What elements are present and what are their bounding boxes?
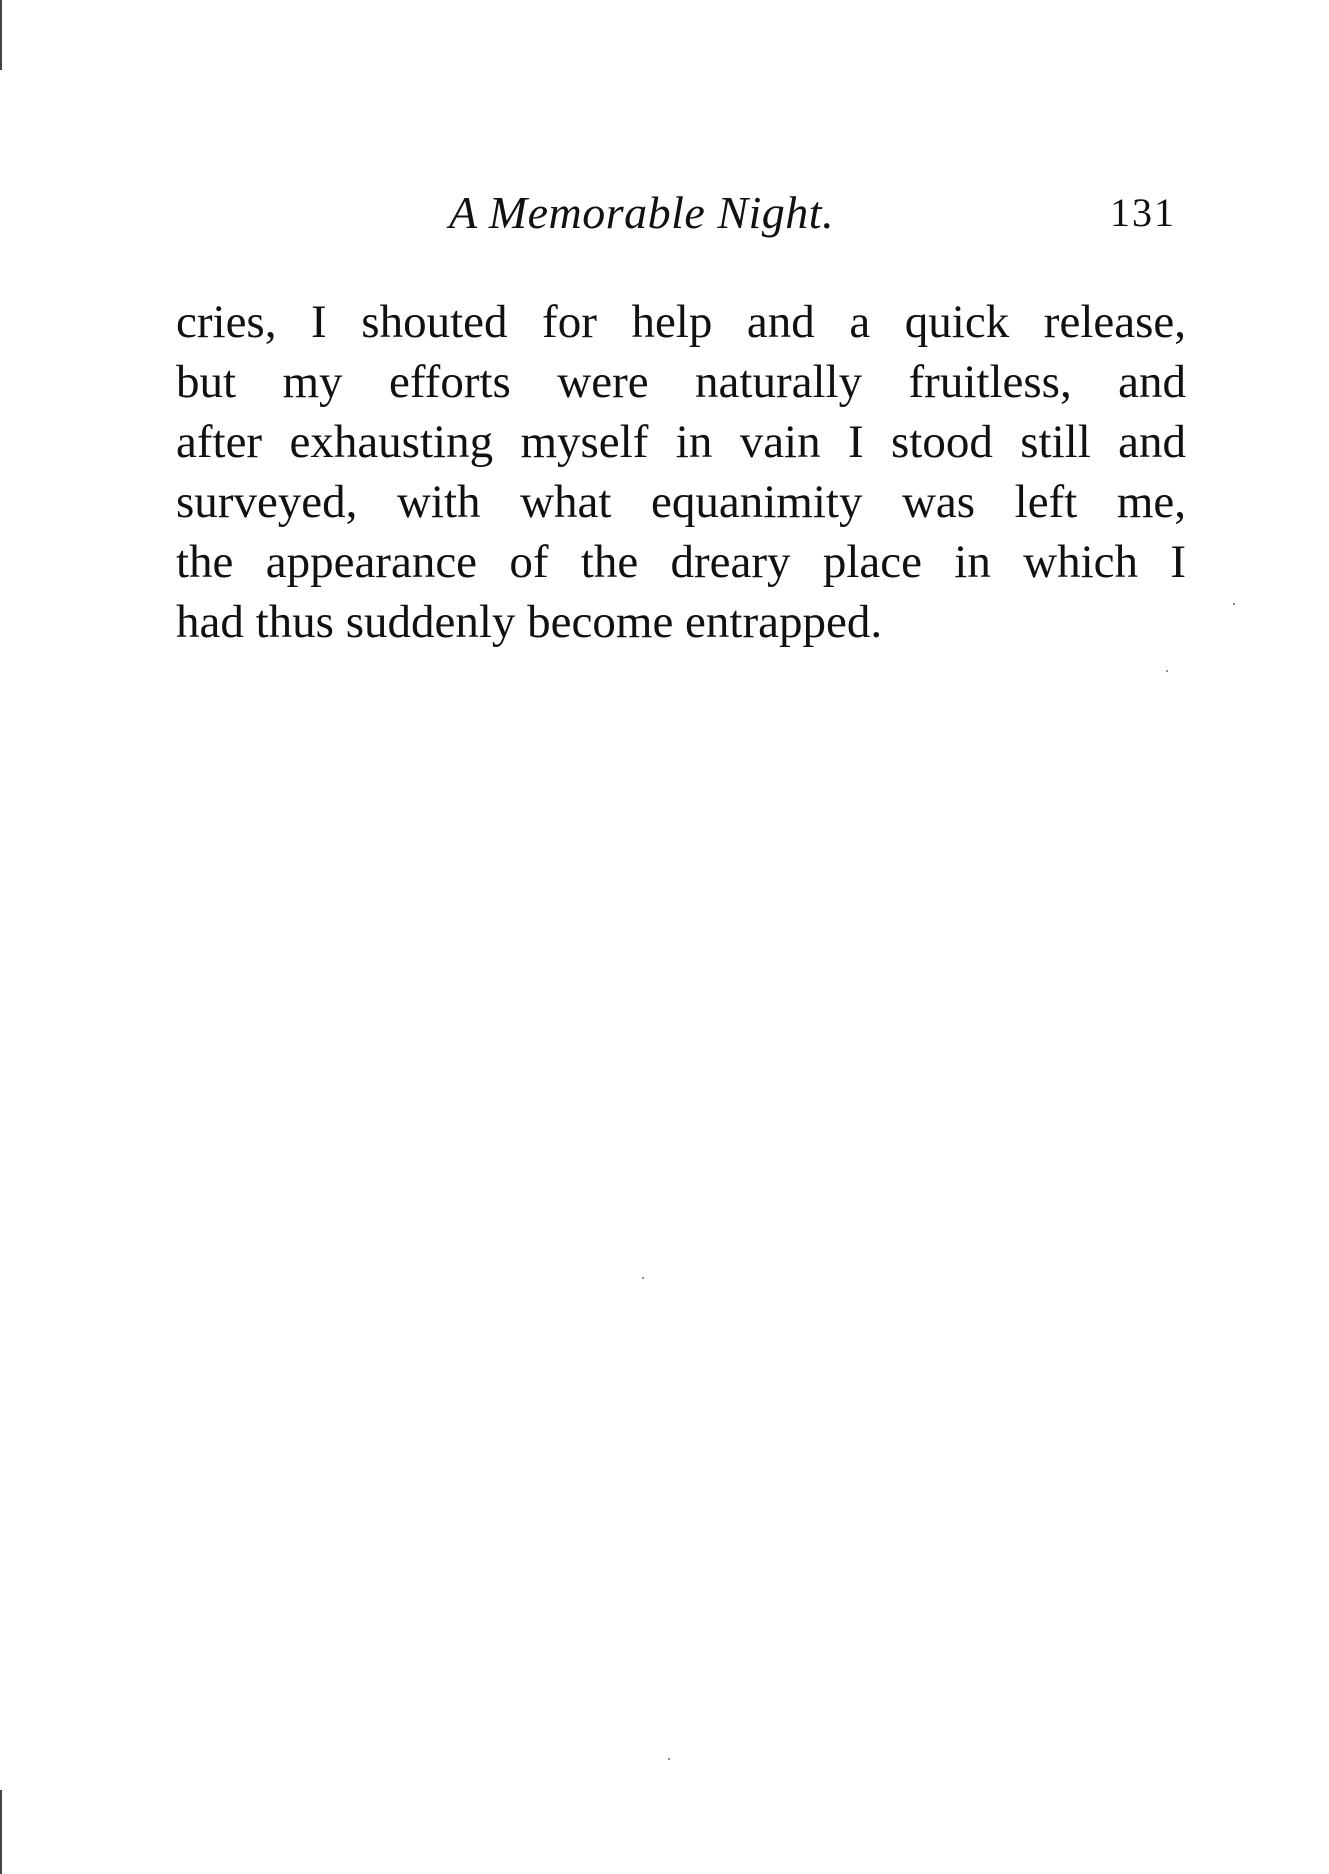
paper-speck (642, 1277, 644, 1279)
text-line: after exhausting myself in vain I stood still and (176, 416, 1186, 468)
scan-edge-mark-top (0, 0, 2, 70)
page-number: 131 (1110, 190, 1176, 235)
text-line: the appearance of the dreary place in which I (176, 536, 1186, 588)
text-line: had thus suddenly become entrapped. (176, 596, 883, 648)
paper-speck (668, 1758, 670, 1760)
text-line: surveyed, with what equanimity was left me, (176, 476, 1186, 528)
running-title: A Memorable Night. (449, 187, 835, 238)
running-head (176, 185, 1186, 245)
paper-speck (1166, 670, 1168, 672)
text-line: cries, I shouted for help and a quick release, (176, 296, 1186, 348)
text-line: but my efforts were naturally fruitless, and (176, 356, 1186, 408)
scan-edge-mark-bottom (0, 1790, 2, 1874)
paper-speck (1233, 603, 1235, 605)
body-paragraph (176, 292, 1186, 652)
